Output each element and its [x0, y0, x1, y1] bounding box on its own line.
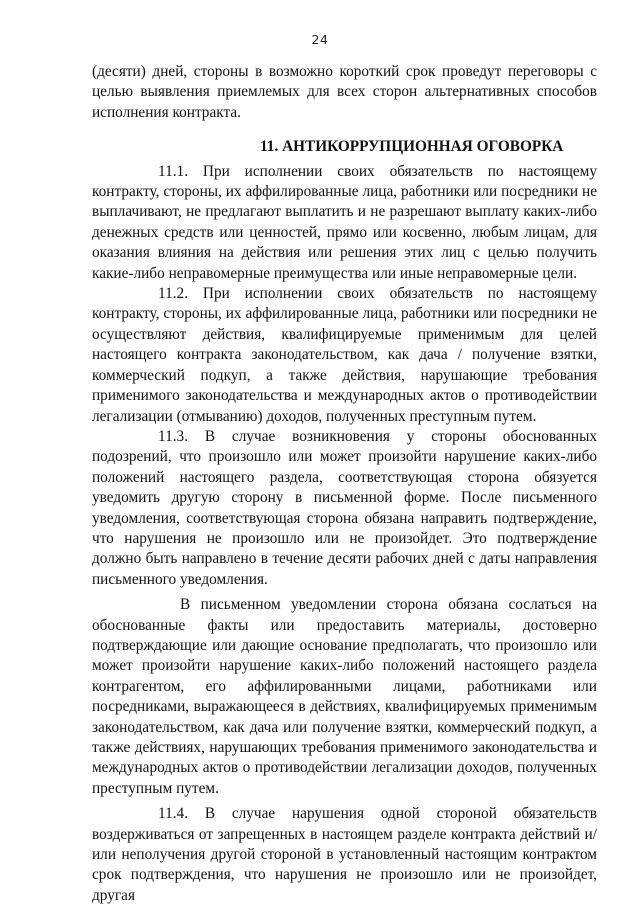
document-body	[92, 62, 597, 906]
clause-11-3: 11.3. В случае возникновения у стороны обоснованных подозрений, что произошло или может произойти нарушение каких-либо положений настоящего раздела, соответствующая сторона обязуется уведомить другую сторону в письменной форме. После письменного уведомления, соответствующая сторона обязана направить подтверждение, что нарушения не произошло или не произойдет. Это подтверждение должно быть направлено в течение десяти рабочих дней с даты направления письменного уведомления.	[92, 427, 597, 588]
clause-11-1: 11.1. При исполнении своих обязательств по настоящему контракту, стороны, их аффилированные лица, работники или посредники не выплачивают, не предлагают выплатить и не разрешают выплату каких-либо денежных средств или ценностей, прямо или косвенно, любым лицам, для оказания влияния на действия или решения этих лиц с целью получить какие-либо неправомерные преимущества или иные неправомерные цели.	[92, 162, 597, 282]
clause-11-3-notice: В письменном уведомлении сторона обязана сослаться на обоснованные факты или предоставить материалы, достоверно подтверждающие или дающие основание предполагать, что произошло или может произойти нарушение каких-либо положений настоящего раздела контрагентом, его аффилированными лицами, работниками или посредниками, выражающееся в действиях, квалифицируемых применимым законодательством, как дача или получение взятки, коммерческий подкуп, а также действиях, нарушающих требования применимого законодательства и международных актов о противодействии легализации доходов, полученных преступным путем.	[92, 596, 597, 797]
clause-11-2: 11.2. При исполнении своих обязательств по настоящему контракту, стороны, их аффилированные лица, работники или посредники не осуществляют действия, квалифицируемые применимым для целей настоящего контракта законодательством, как дача / получение взятки, коммерческий подкуп, а также действия, нарушающие требования применимого законодательства и международных актов о противодействии легализации (отмыванию) доходов, полученных преступным путем.	[92, 285, 597, 425]
clause-11-4: 11.4. В случае нарушения одной стороной обязательств воздерживаться от запрещенных в настоящем разделе контракта действий и/или неполучения другой стороной в установленный настоящим контрактом срок подтверждения, что нарушения не произошло или не произойдет, другая	[92, 805, 597, 904]
intro-paragraph: (десяти) дней, стороны в возможно короткий срок проведут переговоры с целью выявления приемлемых для всех сторон альтернативных способов исполнения контракта.	[92, 63, 597, 121]
section-heading: 11. АНТИКОРРУПЦИОННАЯ ОГОВОРКА	[260, 138, 564, 156]
page-number: 24	[311, 32, 329, 47]
